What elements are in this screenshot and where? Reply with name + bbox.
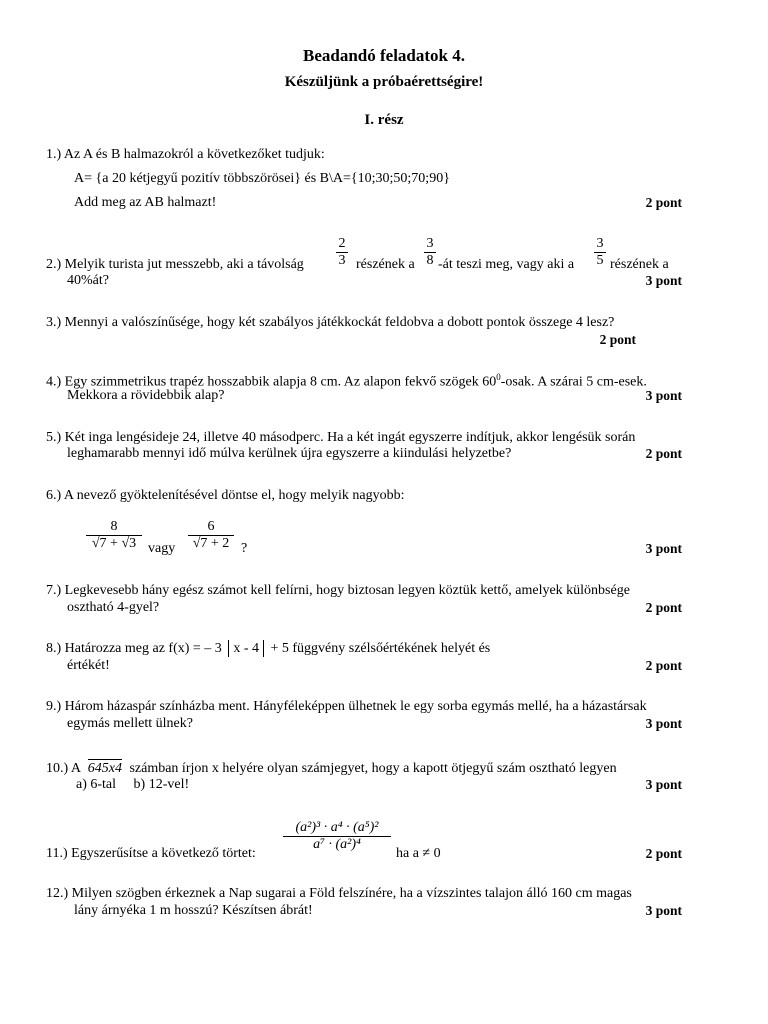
q10-number: 645x4 (87, 761, 122, 776)
q11-points: 2 pont (645, 846, 682, 861)
q8-line1b: + 5 függvény szélsőértékének helyét és (270, 641, 491, 656)
q6-radicand-1b: 3 (129, 536, 137, 551)
q2-fraction-2-num: 3 (426, 236, 434, 251)
q4-line1a: 4.) Egy szimmetrikus trapéz hosszabbik alapja 8 cm. Az alapon fekvő szögek 60 (46, 374, 497, 390)
q6-radicand-2a: 7 (200, 536, 208, 551)
q7-line2: osztható 4-gyel? (67, 600, 160, 615)
q12-line1: 12.) Milyen szögben érkeznek a Nap sugarai a Föld felszínére, ha a vízszintes talajon álló 160 cm magas (46, 886, 632, 901)
q10-line1b: számban írjon x helyére olyan számjegyet, hogy a kapott ötjegyű szám osztható legyen (129, 761, 617, 776)
q2-fraction-1 (336, 236, 348, 269)
q5-line2: leghamarabb mennyi idő múlva kerülnek újra egyszerre a kiindulási helyzetbe? (67, 446, 512, 461)
q11-denominator: a⁷ · (a²)⁴ (283, 836, 391, 853)
page-title: Beadandó feladatok 4. (303, 46, 465, 65)
q1-line3: Add meg az AB halmazt! (74, 195, 217, 210)
q2-fraction-2-den: 8 (424, 252, 436, 269)
q6-fraction-2-num: 6 (207, 519, 215, 534)
q6-vagy: vagy (148, 541, 176, 556)
q6-points: 3 pont (645, 541, 682, 556)
q6-fraction-1-num: 8 (110, 519, 118, 534)
q11-numerator: (a²)³ · a⁴ · (a⁵)² (295, 820, 379, 835)
q2-fraction-1-num: 2 (338, 236, 346, 251)
q11-fraction (283, 820, 391, 853)
q2-part1: 2.) Melyik turista jut messzebb, aki a távolság (46, 257, 304, 272)
q1-points: 2 pont (645, 195, 682, 210)
q11-condition: ha a ≠ 0 (396, 846, 441, 861)
q1-line1: 1.) Az A és B halmazokról a következőket tudjuk: (46, 147, 325, 162)
q6-question-mark: ? (241, 541, 248, 556)
q5-line1: 5.) Két inga lengésideje 24, illetve 40 másodperc. Ha a két ingát egyszerre indítjuk, akkor lengésük során (46, 430, 636, 445)
q6-radicand-1a: 7 (99, 536, 107, 551)
q6-fraction-2 (188, 519, 234, 552)
q2-part2: részének a (356, 257, 415, 272)
q2-part4: részének a (610, 257, 669, 272)
q2-fraction-1-den: 3 (336, 252, 348, 269)
q12-points: 3 pont (645, 903, 682, 918)
q8-line1a: 8.) Határozza meg az f(x) = – 3 (46, 641, 222, 656)
q3-points: 2 pont (599, 332, 636, 347)
q10-line1a: 10.) A (46, 761, 81, 776)
q2-fraction-2 (424, 236, 436, 269)
q9-points: 3 pont (645, 716, 682, 731)
q8-absolute-value (228, 640, 264, 657)
part-heading: I. rész (364, 112, 404, 128)
q6-line1: 6.) A nevező gyöktelenítésével döntse el, hogy melyik nagyobb: (46, 488, 405, 503)
q2-line2: 40%át? (67, 273, 109, 288)
q10-points: 3 pont (645, 777, 682, 792)
q8-points: 2 pont (645, 658, 682, 673)
q11-text: 11.) Egyszerűsítse a következő törtet: (46, 846, 256, 861)
q4-degree: 0 (496, 372, 501, 382)
q3-line1: 3.) Mennyi a valószínűsége, hogy két szabályos játékkockát feldobva a dobott pontok összege 4 lesz? (46, 315, 615, 330)
q2-fraction-3-den: 5 (594, 252, 606, 269)
q5-points: 2 pont (645, 446, 682, 461)
q6-fraction-1 (86, 519, 142, 552)
q6-plus-1: + (106, 536, 122, 551)
q2-fraction-3 (594, 236, 606, 269)
q4-points: 3 pont (645, 388, 682, 403)
q7-points: 2 pont (645, 600, 682, 615)
q9-line2: egymás mellett ülnek? (67, 716, 193, 731)
q9-line1: 9.) Három házaspár színházba ment. Hányféleképpen ülhetnek le egy sorba egymás mellé, ha a házastársak (46, 699, 647, 714)
q10-line2: a) 6-tal b) 12-vel! (76, 777, 190, 792)
q10-line1 (46, 761, 617, 777)
q8-line2: értékét! (67, 658, 110, 673)
q8-abs-content: x - 4 (233, 641, 259, 656)
q6-fraction-1-den: √7 + √3 (86, 535, 142, 552)
q2-fraction-3-num: 3 (596, 236, 604, 251)
q2-part3: -át teszi meg, vagy aki a (438, 257, 575, 272)
q4-line2: Mekkora a rövidebbik alap? (67, 388, 225, 403)
q6-fraction-2-den: √7 + 2 (188, 535, 234, 552)
q6-plus-2: + 2 (207, 536, 230, 551)
q4-line1b: -osak. A szárai 5 cm-esek. (500, 374, 647, 390)
q8-line1 (46, 641, 490, 657)
q1-line2: A= {a 20 kétjegyű pozitív többszörösei} és B\A={10;30;50;70;90} (74, 171, 450, 186)
q12-line2: lány árnyéka 1 m hosszú? Készítsen ábrát! (74, 903, 313, 918)
page-subtitle: Készüljünk a próbaérettségire! (284, 74, 484, 90)
q2-points: 3 pont (645, 273, 682, 288)
q7-line1: 7.) Legkevesebb hány egész számot kell felírni, hogy biztosan legyen köztük kettő, amelyek különbsége (46, 583, 630, 598)
